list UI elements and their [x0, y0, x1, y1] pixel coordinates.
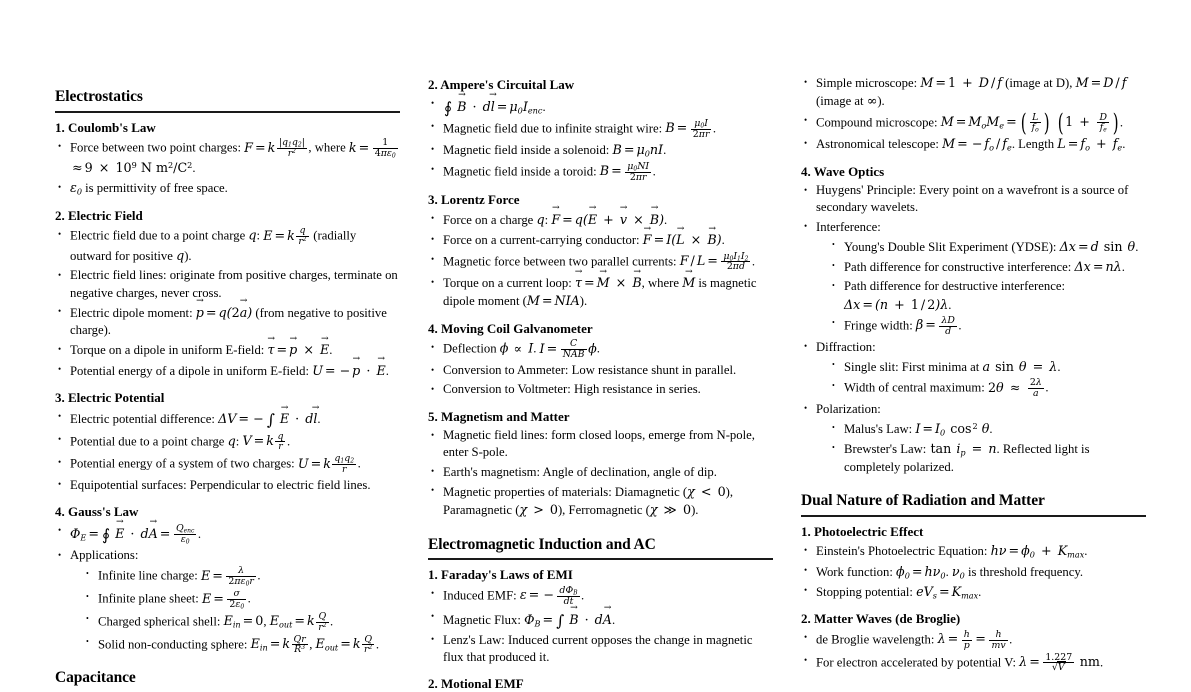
galvanometer-list	[428, 339, 773, 398]
list-item: • Astronomical telescope: M = − $f_o / f_e$. Length $L = f_o + f_e$.	[801, 135, 1146, 153]
subsection-coulombs-law: 1. Coulomb's Law	[55, 119, 156, 135]
subsection-electric-field: 2. Electric Field	[55, 207, 143, 223]
interference-sublist	[829, 238, 1146, 337]
list-item: • ∮ B → · dl → = $\mu_0I_{enc}$.	[428, 96, 773, 117]
list-item: • Compound microscope: $M = M_oM_e$ = ( $\frac{L}{f_o}$ ) ( 1 + $\frac{D}{f_e}$ ) .	[801, 113, 1146, 134]
list-item: • Magnetic properties of materials: Diamagnetic (χ < 0), Paramagnetic (χ > 0), Ferromagnetic (χ ≫ 0).	[428, 483, 773, 520]
list-item: • Fringe width: β = $\frac{\lambda D}{d}$ .	[829, 316, 1146, 337]
list-item: • Magnetic force between two parallel currents: F / L = $\frac{\mu_0I_1I_2}{2\pi d}$ .	[428, 252, 773, 273]
list-item: • Induced EMF: ε = − $\frac{d\Phi_B}{dt}$ .	[428, 586, 773, 607]
list-item: • Applications: • Infinite line charge: E = $\frac{\lambda}{2\pi\varepsilon_0r}$ . • Infinite plane sheet: E = $\frac{\sigma}{2\varepsilon_0}$ . • Charged spherical shell: $E_{in} = 0$, $E_{out} = k$ $\frac{Q}{r^2}$ . • Solid non-conducting sphere: $E_{in} = k$ $\frac{Qr}{R^3}$ , $E_{out} = k$ $\frac{Q}{r^2}$ .	[55, 547, 400, 655]
section-heading-emi-and-ac: Electromagnetic Induction and AC	[428, 536, 773, 561]
list-item: • Magnetic field inside a toroid: B = $\frac{\mu_0NI}{2\pi r}$ .	[428, 162, 773, 183]
three-column-layout	[55, 0, 1139, 692]
list-item: • Infinite plane sheet: E = $\frac{\sigma}{2\varepsilon_0}$ .	[83, 589, 400, 610]
list-item: • Force between two point charges: F = k $\frac{|q_1q_2|}{r^2}$ , where k = $\frac{1}{4\pi\varepsilon_0}$ ≈ $9 \times 10^9$ N $m^2/C^2$.	[55, 138, 400, 177]
list-item: • Electric field due to a point charge q: E = k $\frac{q}{r^2}$ (radially outward for positive q).	[55, 226, 400, 265]
list-item: • Magnetic Flux: $\Phi_B$ = ∫ B → · dA →.	[428, 609, 773, 630]
list-item: • Work function: $\phi_0 = h\nu_0$. $\nu_0$ is threshold frequency.	[801, 563, 1146, 581]
section-heading-capacitance: Capacitance	[55, 669, 136, 687]
column-magnetism	[428, 0, 773, 692]
section-heading-electrostatics: Electrostatics	[55, 88, 400, 113]
column-electrostatics	[55, 0, 400, 687]
optical-instruments-list	[801, 74, 1146, 154]
list-item: • Path difference for destructive interference: Δx = (n + 1 / 2)λ.	[829, 278, 1146, 314]
list-item: • Potential energy of a dipole in uniform E-field: U = − p → · E →.	[55, 362, 400, 380]
list-item: • Young's Double Slit Experiment (YDSE): Δx = d sin θ.	[829, 238, 1146, 256]
list-item: • Magnetic field due to infinite straight wire: B = $\frac{\mu_0I}{2\pi r}$ .	[428, 119, 773, 140]
diffraction-sublist	[829, 358, 1146, 399]
list-item: • Electric dipole moment: p → = q(2a →) (from negative to positive charge).	[55, 304, 400, 340]
list-item: • Solid non-conducting sphere: $E_{in} = k$ $\frac{Qr}{R^3}$ , $E_{out} = k$ $\frac{Q}{r^2}$ .	[83, 635, 400, 656]
polarization-sublist	[829, 420, 1146, 476]
list-item: • Conversion to Voltmeter: High resistance in series.	[428, 381, 773, 398]
electric-field-list	[55, 226, 400, 380]
list-item: • Equipotential surfaces: Perpendicular to electric field lines.	[55, 477, 400, 494]
list-item: • Simple microscope: M = 1 + D / f (image at D), M = D / f (image at ∞).	[801, 74, 1146, 111]
magnetism-matter-list	[428, 427, 773, 519]
list-item: • Path difference for constructive interference: Δx = nλ.	[829, 258, 1146, 276]
list-item: • Electric field lines: originate from positive charges, terminate on negative charges, never cross.	[55, 267, 400, 302]
amperes-law-list	[428, 96, 773, 183]
list-item: • Diffraction: • Single slit: First minima at a sin θ = λ. • Width of central maximum: 2θ ≈ $\frac{2\lambda}{a}$ .	[801, 339, 1146, 399]
list-item: • Charged spherical shell: $E_{in} = 0$, $E_{out} = k$ $\frac{Q}{r^2}$ .	[83, 612, 400, 633]
list-item: • $\varepsilon_0$ is permittivity of free space.	[55, 179, 400, 197]
list-item: • For electron accelerated by potential V: λ = $\frac{1.227}{√V}$ nm.	[801, 653, 1146, 674]
list-item: • Lenz's Law: Induced current opposes the change in magnetic flux that produced it.	[428, 632, 773, 667]
list-item: • Torque on a current loop: τ → = M → × B →, where M → is magnetic dipole moment (M = NIA).	[428, 274, 773, 311]
list-item: • Polarization: • Malus's Law: $I = I_0$ $\cos^2 \theta$. • Brewster's Law: $\tan i_p = n$. Reflected light is completely polarized.	[801, 401, 1146, 476]
list-item: • Einstein's Photoelectric Equation: $h\nu = \phi_0 + K_{max}$.	[801, 542, 1146, 560]
coulombs-law-list	[55, 138, 400, 197]
photoelectric-list	[801, 542, 1146, 601]
list-item: • de Broglie wavelength: λ = $\frac{h}{p}$ = $\frac{h}{mv}$ .	[801, 630, 1146, 651]
subsection-faradays-laws: 1. Faraday's Laws of EMI	[428, 567, 573, 583]
wave-optics-list	[801, 182, 1146, 476]
electric-potential-list	[55, 408, 400, 494]
subsection-wave-optics: 4. Wave Optics	[801, 163, 885, 179]
list-item: • Deflection ϕ ∝ I. I = $\frac{C}{\text{NAB}}$ ϕ.	[428, 339, 773, 360]
list-item: • Interference: • Young's Double Slit Experiment (YDSE): Δx = d sin θ. • Path difference for constructive interference: Δx = nλ. • Path difference for destructive interference: Δx = (n + 1 / 2)λ. • Fringe width: β = $\frac{\lambda D}{d}$ .	[801, 219, 1146, 337]
list-item: • Potential due to a point charge q: V = k $\frac{q}{r}$ .	[55, 432, 400, 453]
subsection-amperes-circuital-law: 2. Ampere's Circuital Law	[428, 77, 575, 92]
list-item: • $\Phi_E$ = ∮ E → · dA → = $\frac{Q_{enc}}{\varepsilon_0}$ .	[55, 523, 400, 545]
list-item: • Stopping potential: $eV_s = K_{max}$.	[801, 583, 1146, 601]
list-item: • Force on a charge q: F → = q(E → + v → × B →).	[428, 211, 773, 229]
list-item: • Force on a current-carrying conductor: F → = I(L → × B →).	[428, 231, 773, 249]
column-optics-and-dual-nature	[801, 0, 1146, 674]
subsection-electric-potential: 3. Electric Potential	[55, 389, 165, 405]
list-item: • Malus's Law: $I = I_0$ $\cos^2 \theta$.	[829, 420, 1146, 438]
list-item: • Magnetic field inside a solenoid: $B = \mu_0nI$.	[428, 141, 773, 159]
list-item: • Single slit: First minima at a sin θ = λ.	[829, 358, 1146, 376]
list-item: • Potential energy of a system of two charges: U = k $\frac{q_1q_2}{r}$ .	[55, 454, 400, 475]
lorentz-force-list	[428, 211, 773, 311]
list-item: • Torque on a dipole in uniform E-field: τ → = p → × E →.	[55, 341, 400, 359]
list-item: • Width of central maximum: 2θ ≈ $\frac{2\lambda}{a}$ .	[829, 378, 1146, 399]
subsection-lorentz-force: 3. Lorentz Force	[428, 192, 520, 208]
list-item: • Brewster's Law: $\tan i_p = n$. Reflected light is completely polarized.	[829, 440, 1146, 476]
subsection-magnetism-and-matter: 5. Magnetism and Matter	[428, 408, 570, 424]
subsection-moving-coil-galvanometer: 4. Moving Coil Galvanometer	[428, 320, 593, 336]
matter-waves-list	[801, 630, 1146, 673]
list-item: • Earth's magnetism: Angle of declination, angle of dip.	[428, 464, 773, 481]
gausss-law-applications	[83, 566, 400, 655]
list-item: • Conversion to Ammeter: Low resistance shunt in parallel.	[428, 362, 773, 379]
list-item: • Infinite line charge: E = $\frac{\lambda}{2\pi\varepsilon_0r}$ .	[83, 566, 400, 587]
list-item: • Huygens' Principle: Every point on a wavefront is a source of secondary wavelets.	[801, 182, 1146, 217]
subsection-gausss-law: 4. Gauss's Law	[55, 504, 139, 520]
faradays-laws-list	[428, 586, 773, 666]
section-heading-dual-nature: Dual Nature of Radiation and Matter	[801, 492, 1146, 517]
subsection-matter-waves: 2. Matter Waves (de Broglie)	[801, 611, 961, 627]
list-item: • Magnetic field lines: form closed loops, emerge from N-pole, enter S-pole.	[428, 427, 773, 462]
gausss-law-list	[55, 523, 400, 656]
subsection-motional-emf: 2. Motional EMF	[428, 676, 524, 692]
list-item: • Electric potential difference: ΔV = − ∫ E → · dl →.	[55, 408, 400, 429]
subsection-photoelectric-effect: 1. Photoelectric Effect	[801, 523, 924, 539]
